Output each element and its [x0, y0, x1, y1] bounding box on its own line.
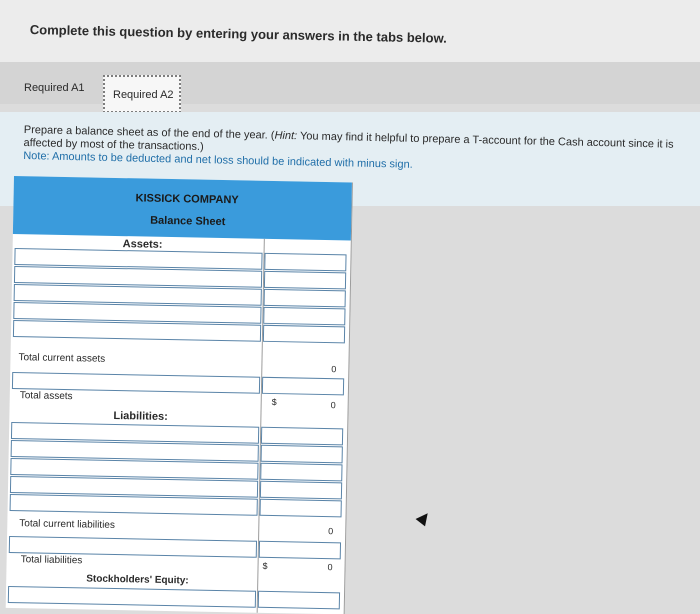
- tab-required-a2-label: Required A2: [113, 89, 174, 101]
- equity-name-input[interactable]: [8, 586, 256, 608]
- liability-name-input[interactable]: [10, 494, 258, 516]
- prompt-note: Note: Amounts to be deducted and net loss should be indicated with minus sign.: [23, 149, 413, 171]
- prompt-hint: Hint:: [274, 129, 298, 143]
- total-assets-value: 0: [330, 400, 336, 411]
- sheet-header: [13, 176, 352, 240]
- instruction-text: Complete this question by entering your answers in the tabs below.: [29, 22, 447, 46]
- total-current-assets-value: 0: [331, 364, 337, 375]
- tab-required-a1[interactable]: Required A1: [24, 82, 85, 94]
- asset-amount-input[interactable]: [262, 377, 344, 396]
- liability-amount-input[interactable]: [260, 463, 342, 482]
- asset-amount-input[interactable]: [264, 271, 346, 290]
- prompt-text-hint-body: You may find it helpful to prepare a T-account for the Cash account since it is affected by most of the transactions.): [23, 130, 674, 154]
- equity-heading: Stockholders' Equity:: [86, 573, 189, 587]
- asset-name-input[interactable]: [13, 320, 261, 342]
- total-current-liabilities-value: 0: [328, 526, 334, 537]
- total-liabilities-value: 0: [327, 562, 333, 573]
- sheet-title: Balance Sheet: [150, 214, 226, 229]
- total-liabilities-currency: $: [262, 560, 268, 571]
- asset-amount-input[interactable]: [263, 325, 345, 344]
- total-liabilities-label: Total liabilities: [20, 554, 83, 567]
- assets-heading: Assets:: [122, 238, 163, 251]
- equity-amount-input[interactable]: [258, 591, 340, 610]
- prompt-text-main: Prepare a balance sheet as of the end of the year. (: [23, 124, 275, 142]
- liabilities-heading: Liabilities:: [113, 409, 168, 423]
- liability-amount-input[interactable]: [261, 427, 343, 446]
- liability-amount-input[interactable]: [260, 499, 342, 518]
- balance-sheet-form: [6, 176, 353, 614]
- asset-amount-input[interactable]: [263, 307, 345, 326]
- mouse-cursor-icon: [416, 510, 433, 527]
- asset-amount-input[interactable]: [264, 289, 346, 308]
- equity-row-1: [8, 586, 340, 609]
- company-name: KISSICK COMPANY: [135, 192, 239, 207]
- total-assets-currency: $: [271, 396, 277, 408]
- total-current-assets-label: Total current assets: [18, 352, 106, 365]
- liability-amount-input[interactable]: [260, 481, 342, 500]
- tab-required-a2[interactable]: [103, 75, 181, 113]
- liability-amount-input[interactable]: [261, 445, 343, 464]
- asset-amount-input[interactable]: [264, 253, 346, 272]
- liability-amount-input[interactable]: [259, 541, 341, 560]
- total-current-liabilities-label: Total current liabilities: [19, 518, 116, 532]
- total-assets-label: Total assets: [19, 390, 73, 403]
